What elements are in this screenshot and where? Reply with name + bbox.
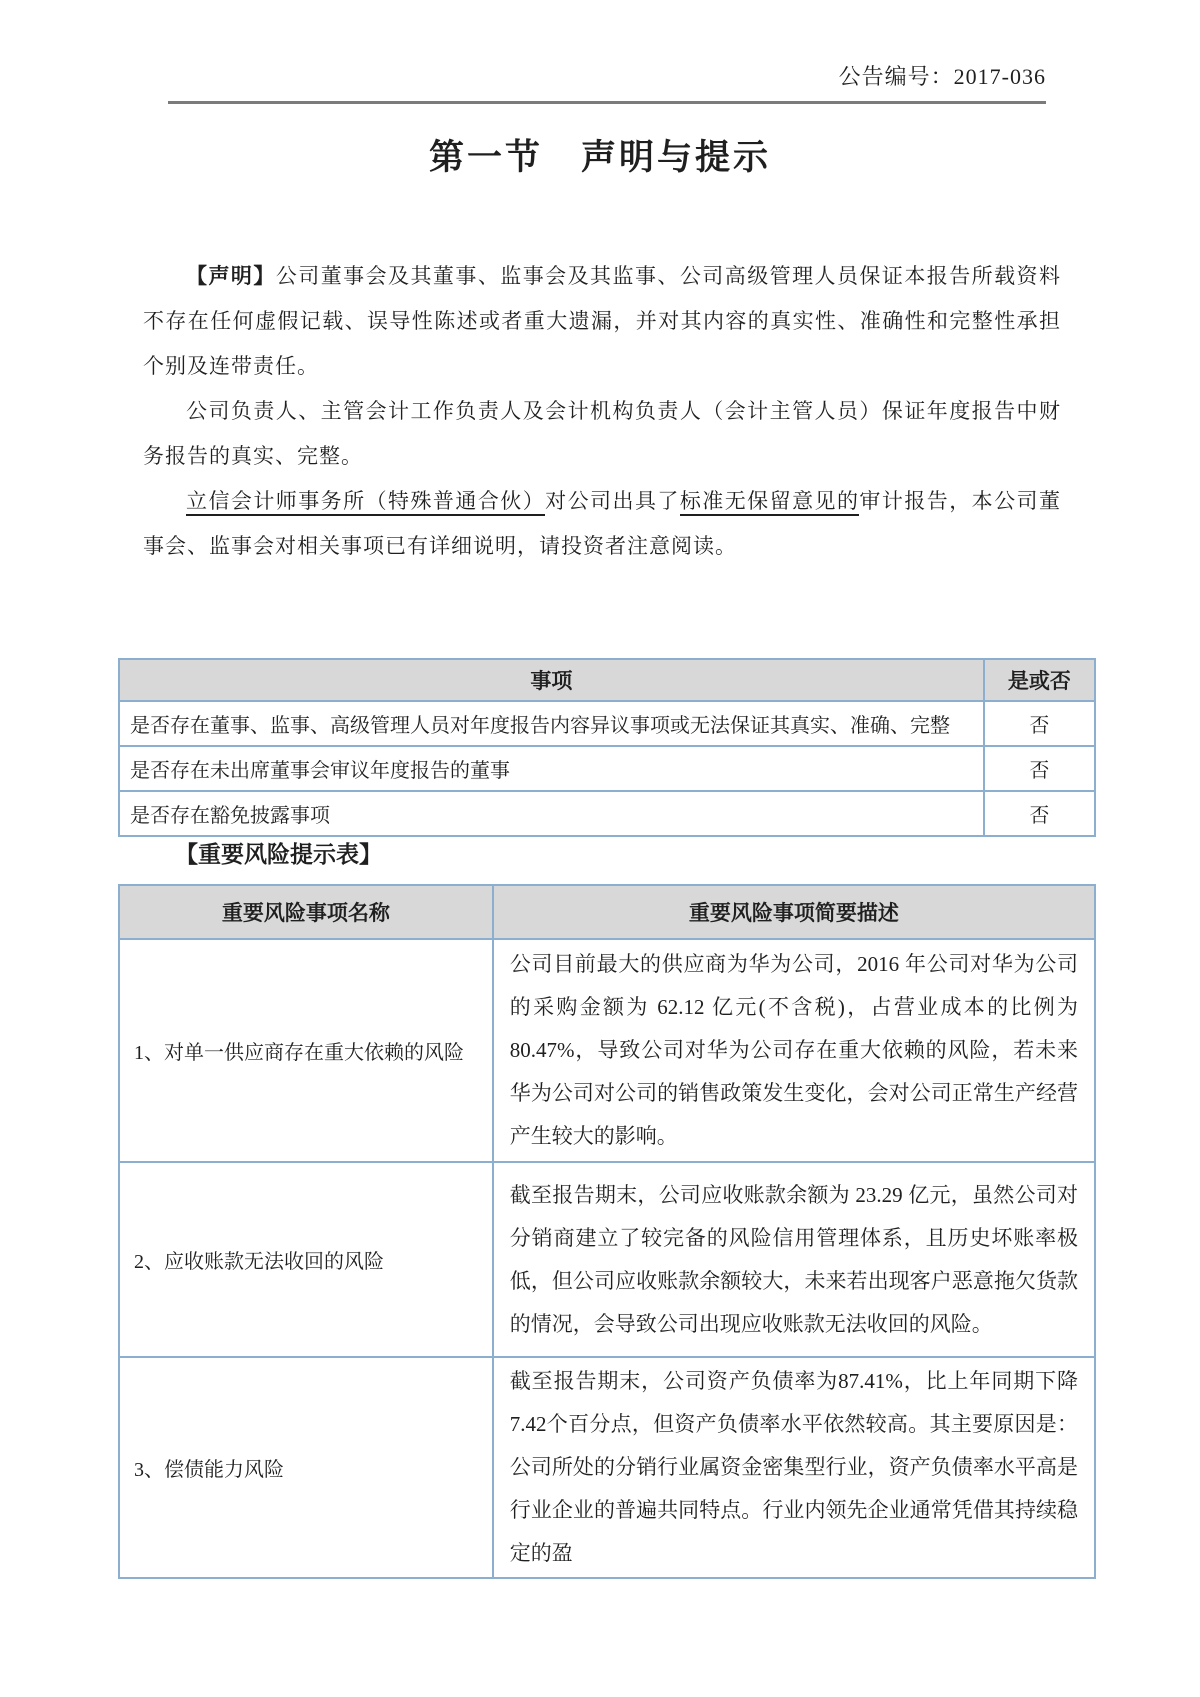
risk-table-row — [119, 1357, 1095, 1578]
declaration-text: 对公司出具了 — [545, 489, 680, 513]
risk-description: 截至报告期末，公司应收账款余额为 23.29 亿元，虽然公司对分销商建立了较完备的风险信用管理体系，且历史坏账率极低，但公司应收账款余额较大，未来若出现客户恶意拖欠货款的情况，会导致公司出现应收账款无法收回的风险。 — [493, 1162, 1095, 1357]
matter-answer: 否 — [984, 746, 1095, 791]
matters-table-header-row — [119, 659, 1095, 701]
risk-table-header-row — [119, 885, 1095, 939]
matter-item: 是否存在董事、监事、高级管理人员对年度报告内容异议事项或无法保证其真实、准确、完整 — [119, 701, 984, 746]
matter-answer: 否 — [984, 701, 1095, 746]
underlined-text: 立信会计师事务所（特殊普通合伙） — [186, 489, 545, 516]
risk-name: 3、偿债能力风险 — [119, 1357, 493, 1578]
section-title: 第一节 声明与提示 — [428, 138, 771, 177]
matters-table-row — [119, 701, 1095, 746]
declaration-text: 公司负责人、主管会计工作负责人及会计机构负责人（会计主管人员）保证年度报告中财务报告的真实、完整。 — [143, 399, 1061, 468]
matter-answer: 否 — [984, 791, 1095, 836]
matter-item: 是否存在豁免披露事项 — [119, 791, 984, 836]
underlined-text: 标准无保留意见的 — [680, 489, 860, 516]
announcement-number: 公告编号：2017-036 — [168, 60, 1046, 104]
matters-table-body — [119, 701, 1095, 836]
risk-table-body — [119, 939, 1095, 1578]
matters-table-row — [119, 791, 1095, 836]
risk-table-row — [119, 939, 1095, 1162]
matters-header-item: 事项 — [119, 659, 984, 701]
matters-header-answer: 是或否 — [984, 659, 1095, 701]
declaration-text: 公司董事会及其董事、监事会及其监事、公司高级管理人员保证本报告所载资料不存在任何虚假记载、误导性陈述或者重大遗漏，并对其内容的真实性、准确性和完整性承担个别及连带责任。 — [143, 264, 1062, 378]
risk-description: 截至报告期末，公司资产负债率为87.41%，比上年同期下降7.42个百分点，但资产负债率水平依然较高。其主要原因是：公司所处的分销行业属资金密集型行业，资产负债率水平高是行业企业的普遍共同特点。行业内领先企业通常凭借其持续稳定的盈 — [493, 1357, 1095, 1578]
matters-table-row — [119, 746, 1095, 791]
risk-table-row — [119, 1162, 1095, 1357]
risk-table-heading: 【重要风险提示表】 — [175, 841, 382, 867]
risk-name: 2、应收账款无法收回的风险 — [119, 1162, 493, 1357]
declaration — [143, 254, 1061, 569]
risk-description: 公司目前最大的供应商为华为公司，2016 年公司对华为公司的采购金额为 62.12 亿元(不含税)，占营业成本的比例为 80.47%，导致公司对华为公司存在重大依赖的风险，若未来华为公司对公司的销售政策发生变化，会对公司正常生产经营产生较大的影响。 — [493, 939, 1095, 1162]
declaration-paragraph — [143, 389, 1061, 479]
declaration-paragraph — [143, 254, 1061, 389]
risk-name: 1、对单一供应商存在重大依赖的风险 — [119, 939, 493, 1162]
matters-table — [118, 658, 1096, 837]
risk-header-description: 重要风险事项简要描述 — [493, 885, 1095, 939]
risk-header-name: 重要风险事项名称 — [119, 885, 493, 939]
declaration-paragraph — [143, 479, 1061, 569]
declaration-text: 审计报告，本公司董事会、监事会对相关事项已有详细说明，请投资者注意阅读。 — [143, 489, 1062, 558]
declaration-label: 【声明】 — [186, 265, 276, 288]
matter-item: 是否存在未出席董事会审议年度报告的董事 — [119, 746, 984, 791]
risk-table — [118, 884, 1096, 1579]
